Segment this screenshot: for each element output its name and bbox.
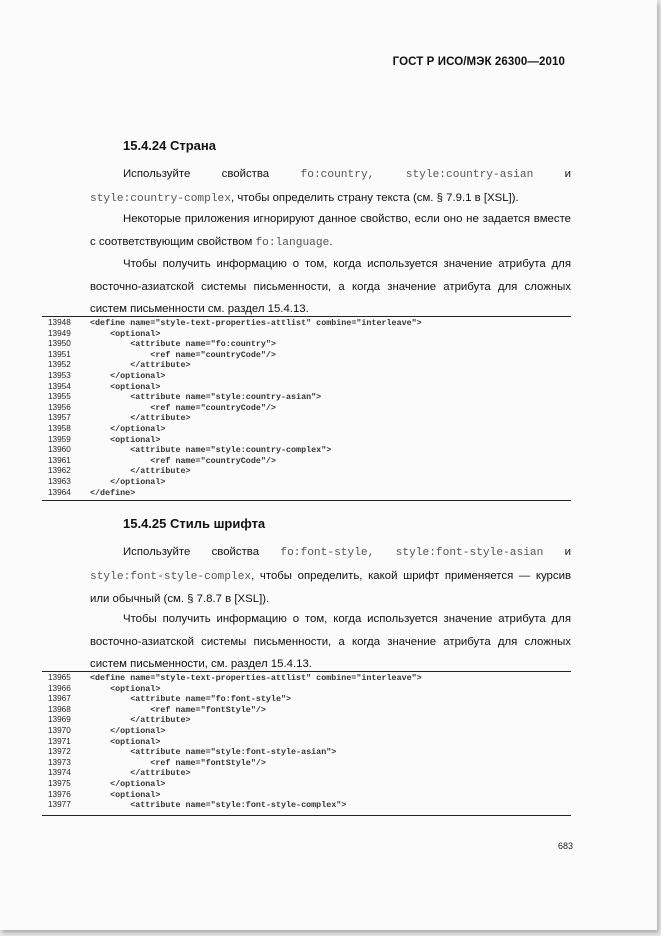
code-line xyxy=(48,800,571,811)
code-line xyxy=(48,673,571,684)
section-heading-font-style: 15.4.25 Стиль шрифта xyxy=(123,516,266,531)
line-number: 13959 xyxy=(48,434,71,444)
section-heading-country: 15.4.24 Страна xyxy=(123,138,216,153)
code-text: <define name="style-text-properties-attlist" combine="interleave"> xyxy=(90,673,422,683)
code-term: style:font-style-complex xyxy=(90,570,252,583)
code-text: <attribute name="style:country-asian"> xyxy=(90,392,322,403)
word: Используйте xyxy=(123,546,191,558)
code-text: <optional> xyxy=(90,381,161,392)
code-line xyxy=(48,445,571,456)
line-number: 13961 xyxy=(48,455,71,465)
line-number: 13956 xyxy=(48,402,71,412)
line-number: 13955 xyxy=(48,392,71,402)
paragraph-text: Некоторые приложения игнорируют данное свойство, если оно не задается вместе с соответствующим свойством xyxy=(90,213,571,248)
code-text: <ref name="fontStyle"/> xyxy=(90,757,266,768)
paragraph-text: , чтобы определить страну текста (см. § 7.9.1 в [XSL]). xyxy=(231,191,519,204)
word: Используйте xyxy=(123,168,191,180)
word: и xyxy=(564,168,572,180)
code-line xyxy=(48,694,571,705)
code-text: <ref name="countryCode"/> xyxy=(90,455,276,466)
code-line xyxy=(48,488,571,499)
code-text: </optional> xyxy=(90,424,166,434)
paragraph-line xyxy=(90,541,571,565)
line-number: 13968 xyxy=(48,704,71,714)
paragraph-country-note xyxy=(90,208,571,254)
code-line xyxy=(48,705,571,716)
code-text: <ref name="countryCode"/> xyxy=(90,402,276,413)
code-text: <optional> xyxy=(90,789,161,800)
page-header: ГОСТ Р ИСО/МЭК 26300—2010 xyxy=(392,56,565,68)
line-number: 13951 xyxy=(48,349,71,359)
code-text: <define name="style-text-properties-attlist" combine="interleave"> xyxy=(90,318,422,328)
code-text: <ref name="fontStyle"/> xyxy=(90,704,266,715)
code-top-rule xyxy=(42,316,571,317)
code-term: style:country-asian xyxy=(405,169,534,181)
line-number: 13954 xyxy=(48,381,71,391)
code-text: </optional> xyxy=(90,371,166,381)
code-line xyxy=(48,790,571,801)
code-text: <attribute name="style:country-complex"> xyxy=(90,445,332,456)
line-number: 13977 xyxy=(48,800,71,810)
paragraph-font-style-intro xyxy=(90,541,571,611)
code-text: </attribute> xyxy=(90,715,191,726)
code-text: </attribute> xyxy=(90,466,191,477)
line-number: 13952 xyxy=(48,360,71,370)
code-line xyxy=(48,477,571,488)
code-line xyxy=(48,413,571,424)
word: и xyxy=(564,546,571,558)
code-line xyxy=(48,339,571,350)
code-text: <attribute name="fo:font-style"> xyxy=(90,694,292,705)
paragraph-country-intro xyxy=(90,163,571,210)
code-line xyxy=(48,779,571,790)
code-text: </optional> xyxy=(90,726,166,736)
line-number: 13957 xyxy=(48,413,71,423)
code-line xyxy=(48,747,571,758)
line-number: 13976 xyxy=(48,789,71,799)
code-bottom-rule xyxy=(42,500,571,501)
code-text: <optional> xyxy=(90,434,161,445)
code-line xyxy=(48,466,571,477)
page-number: 683 xyxy=(557,841,573,851)
code-text: <optional> xyxy=(90,683,161,694)
code-text: </attribute> xyxy=(90,413,191,424)
line-number: 13974 xyxy=(48,768,71,778)
code-line xyxy=(48,715,571,726)
paragraph-text: Чтобы получить информацию о том, когда используется значение атрибута для восточно-азиатской системы письменности, а когда значение атрибута для сложных систем письменности см. раздел 15.4.13. xyxy=(90,258,571,315)
paragraph-country-info xyxy=(90,253,571,321)
code-line xyxy=(48,360,571,371)
paragraph-text: . xyxy=(329,235,333,248)
code-line xyxy=(48,392,571,403)
code-line xyxy=(48,456,571,467)
code-text: </optional> xyxy=(90,779,166,789)
code-top-rule xyxy=(42,671,571,672)
code-text: </attribute> xyxy=(90,768,191,779)
line-number: 13962 xyxy=(48,466,71,476)
code-line xyxy=(48,726,571,737)
code-line xyxy=(48,737,571,748)
line-number: 13973 xyxy=(48,757,71,767)
paragraph-text: Чтобы получить информацию о том, когда используется значение атрибута для восточно-азиатской системы письменности, а когда значение атрибута для сложных систем письменности, см. раздел 15.4.13. xyxy=(90,613,571,670)
code-line xyxy=(48,382,571,393)
code-line xyxy=(48,758,571,769)
code-text: <optional> xyxy=(90,736,161,747)
code-term: fo:font-style, xyxy=(280,547,375,559)
line-number: 13969 xyxy=(48,715,71,725)
paragraph-text: , чтобы определить, какой шрифт применяется — курсив или обычный (см. § 7.8.7 в [XSL]). xyxy=(90,569,571,605)
line-number: 13960 xyxy=(48,445,71,455)
code-text: <ref name="countryCode"/> xyxy=(90,349,276,360)
code-text: <optional> xyxy=(90,328,161,339)
line-number: 13958 xyxy=(48,424,71,433)
word: свойства xyxy=(221,168,270,180)
line-number: 13964 xyxy=(48,487,71,497)
line-number: 13949 xyxy=(48,328,71,338)
line-number: 13970 xyxy=(48,726,71,735)
code-text: <attribute name="fo:country"> xyxy=(90,339,276,350)
code-text: <attribute name="style:font-style-complex"> xyxy=(90,800,347,811)
code-line xyxy=(48,768,571,779)
code-text: <attribute name="style:font-style-asian"> xyxy=(90,747,337,758)
line-number: 13972 xyxy=(48,747,71,757)
code-term: style:country-complex xyxy=(90,192,231,205)
code-line xyxy=(48,371,571,382)
code-line xyxy=(48,329,571,340)
paragraph-font-style-info xyxy=(90,608,571,676)
code-line xyxy=(48,318,571,329)
code-text: </define> xyxy=(90,487,136,498)
code-term: fo:language xyxy=(255,236,330,249)
code-text: </attribute> xyxy=(90,360,191,371)
code-bottom-rule xyxy=(42,815,571,816)
line-number: 13950 xyxy=(48,339,71,349)
line-number: 13967 xyxy=(48,694,71,704)
code-term: style:font-style-asian xyxy=(395,547,544,559)
line-number: 13975 xyxy=(48,779,71,788)
code-line xyxy=(48,684,571,695)
code-term: fo:country, xyxy=(300,169,375,181)
word: свойства xyxy=(211,546,260,558)
code-line xyxy=(48,350,571,361)
code-text: </optional> xyxy=(90,477,166,487)
line-number: 13948 xyxy=(48,318,71,327)
line-number: 13953 xyxy=(48,371,71,380)
paragraph-line xyxy=(90,163,571,187)
code-line xyxy=(48,403,571,414)
line-number: 13965 xyxy=(48,673,71,682)
line-number: 13971 xyxy=(48,736,71,746)
line-number: 13966 xyxy=(48,683,71,693)
code-line xyxy=(48,435,571,446)
code-line xyxy=(48,424,571,435)
line-number: 13963 xyxy=(48,477,71,486)
